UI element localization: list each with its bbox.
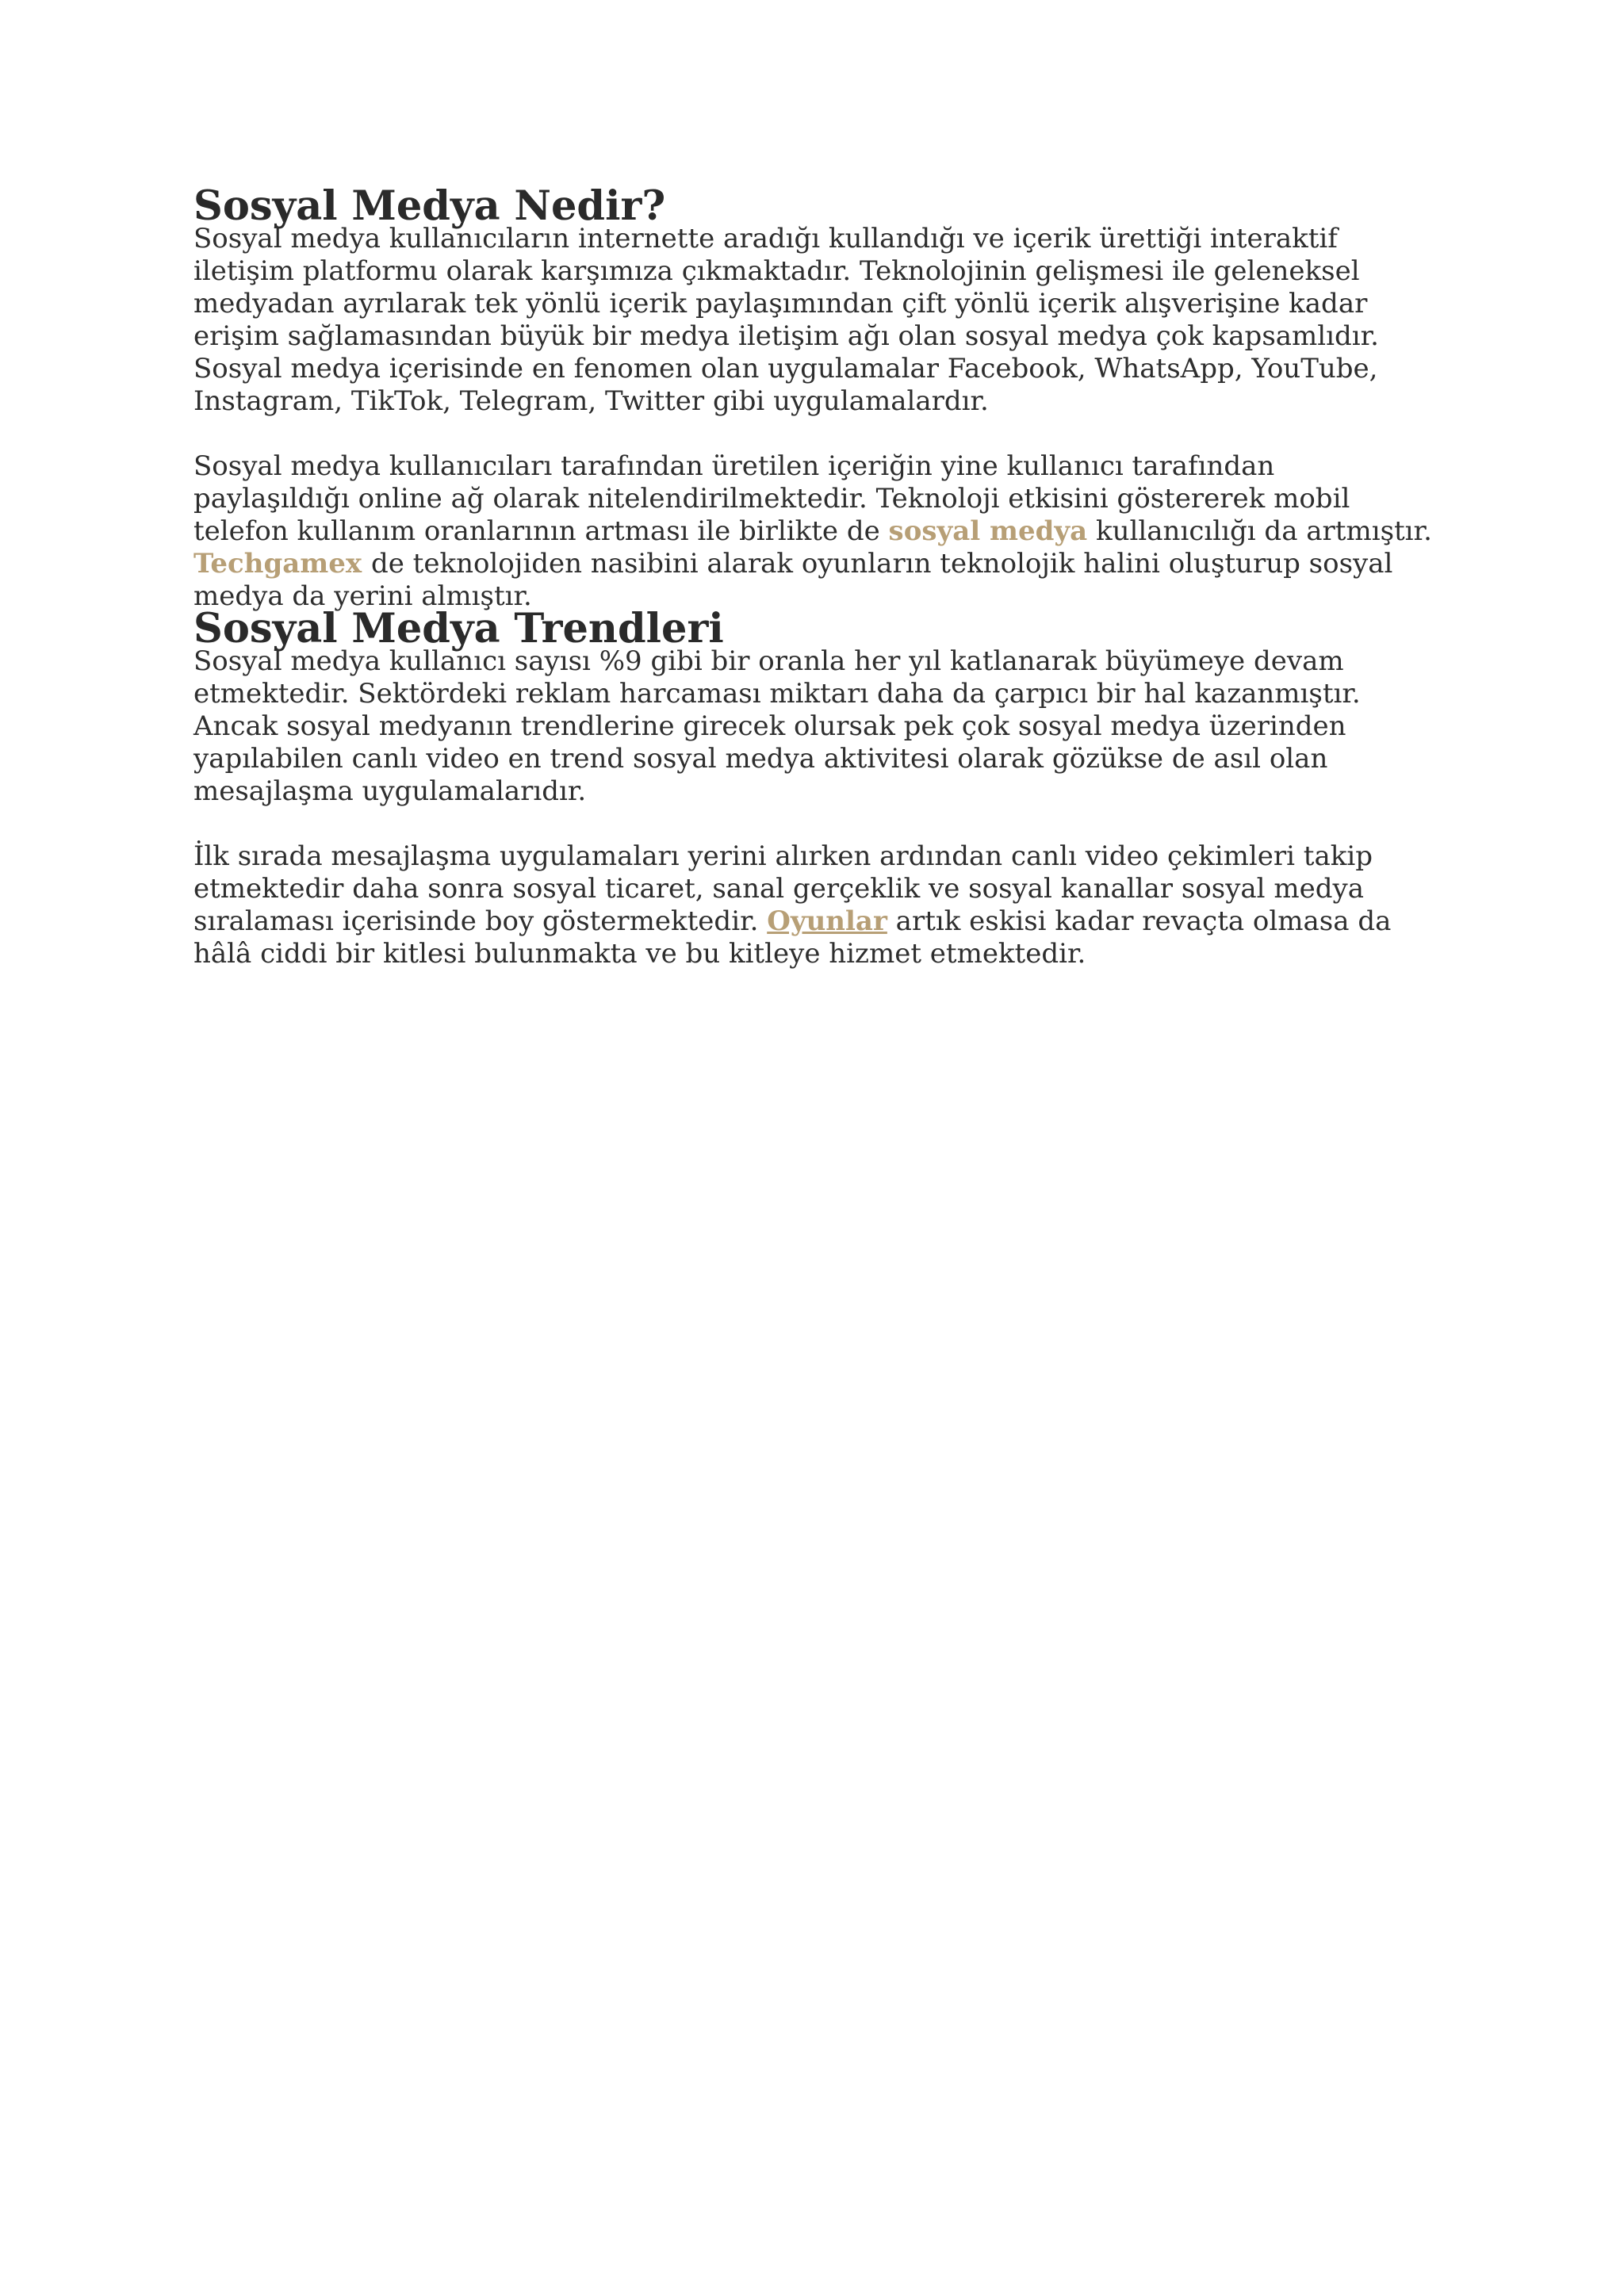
text-run: de teknolojiden nasibini alarak oyunların teknolojik halini oluşturup sosyal medya da yerini almıştır. bbox=[193, 548, 1393, 612]
paragraph-trends: Sosyal medya kullanıcı sayısı %9 gibi bir oranla her yıl katlanarak büyümeye devam etmektedir. Sektördeki reklam harcaması miktarı daha da çarpıcı bir hal kazanmıştır. Ancak sosyal medyanın trendlerine girecek olursak pek çok sosyal medya üzerinden yapılabilen canlı video en trend sosyal medya aktivitesi olarak gözükse de asıl olan mesajlaşma uygulamalarıdır. bbox=[193, 645, 1361, 807]
paragraph-definition: Sosyal medya kullanıcıların internette aradığı kullandığı ve içerik ürettiği interaktif iletişim platformu olarak karşımıza çıkmaktadır. Teknolojinin gelişmesi ile geleneksel medyadan ayrılarak tek yönlü içerik paylaşımından çift yönlü içerik alışverişine kadar erişim sağlamasından büyük bir medya iletişim ağı olan sosyal medya çok kapsamlıdır. Sosyal medya içerisinde en fenomen olan uygulamalar Facebook, WhatsApp, YouTube, Instagram, TikTok, Telegram, Twitter gibi uygulamalardır. bbox=[193, 223, 1379, 417]
link-oyunlar[interactable]: Oyunlar bbox=[767, 905, 887, 937]
section-heading-sosyal-medya-nedir: Sosyal Medya Nedir? bbox=[193, 182, 666, 230]
text-run: Sosyal medya kullanıcıları tarafından üretilen içeriğin yine kullanıcı tarafından paylaşıldığı online ağ olarak nitelendirilmektedir. Teknoloji etkisini göstererek mobil telefon kullanım oranlarının artması ile birlikte de bbox=[193, 450, 1350, 547]
paragraph-spacer bbox=[193, 808, 1438, 840]
paragraph-spacer bbox=[193, 418, 1438, 450]
paragraph-ranking bbox=[193, 840, 1438, 970]
paragraph-online-network bbox=[193, 450, 1438, 613]
text-run: İlk sırada mesajlaşma uygulamaları yerini alırken ardından canlı video çekimleri takip etmektedir daha sonra sosyal ticaret, sanal gerçeklik ve sosyal kanallar sosyal medya sıralaması içerisinde boy göstermektedir. bbox=[193, 840, 1373, 937]
link-techgamex[interactable]: Techgamex bbox=[193, 548, 371, 580]
text-run: artık eskisi kadar revaçta olmasa da hâlâ ciddi bir kitlesi bulunmakta ve bu kitleye hizmet etmektedir. bbox=[193, 905, 1392, 970]
link-sosyal-medya[interactable]: sosyal medya bbox=[888, 515, 1088, 547]
document-page bbox=[193, 182, 1438, 970]
text-run: kullanıcılığı da artmıştır. bbox=[1087, 515, 1432, 547]
section-heading-sosyal-medya-trendleri: Sosyal Medya Trendleri bbox=[193, 605, 724, 652]
